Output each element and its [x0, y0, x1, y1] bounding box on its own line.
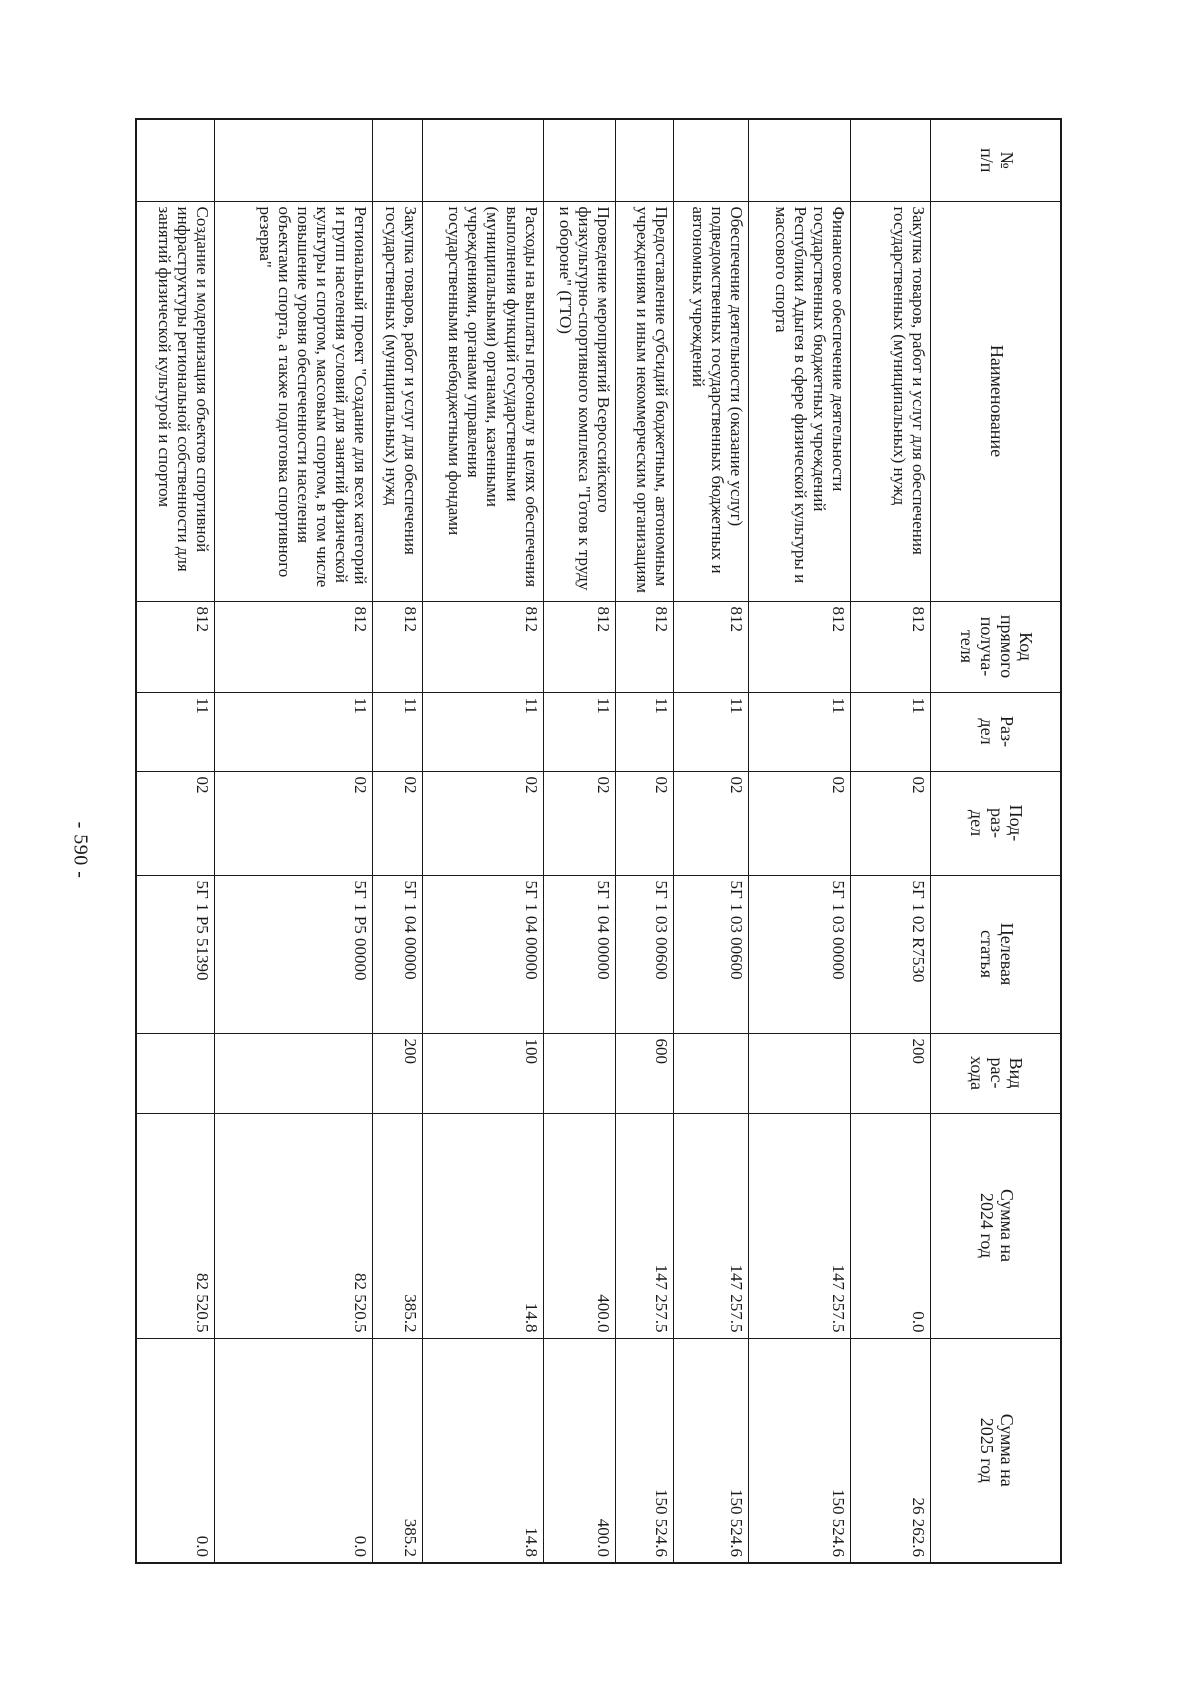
- row-sum-2025: 14.8: [423, 1338, 543, 1563]
- row-num: [136, 119, 214, 201]
- row-sum-2025: 150 524.6: [749, 1338, 851, 1563]
- header-cell-sum2024: Сумма на 2024 год: [931, 1113, 1061, 1338]
- row-num: [423, 119, 543, 201]
- header-cell-target: Целевая статья: [931, 875, 1061, 1033]
- row-code: 812: [615, 601, 673, 692]
- row-section: 11: [373, 692, 423, 771]
- budget-table: [135, 118, 1062, 1564]
- row-expense: [543, 1033, 615, 1113]
- row-sum-2024: 14.8: [423, 1113, 543, 1338]
- row-sum-2024: 82 520.5: [136, 1113, 214, 1338]
- header-cell-name: Наименование: [931, 201, 1061, 601]
- row-target: 5Г 1 02 R7530: [851, 875, 931, 1033]
- row-name: Проведение мероприятий Всероссийского физкультурно-спортивного комплекса "Готов к труду и обороне" (ГТО): [543, 201, 615, 601]
- row-sum-2024: 385.2: [373, 1113, 423, 1338]
- row-target: 5Г 1 03 00000: [749, 875, 851, 1033]
- row-target: 5Г 1 04 00000: [543, 875, 615, 1033]
- table-body: [136, 119, 931, 1563]
- row-section: 11: [543, 692, 615, 771]
- row-expense: [673, 1033, 748, 1113]
- table-row: [136, 119, 214, 1563]
- row-expense: 600: [615, 1033, 673, 1113]
- row-code: 812: [136, 601, 214, 692]
- row-name: Региональный проект "Создание для всех категорий и групп населения условий для занятий физической культуры и спортом, массовым спортом, в том числе повышение уровня обеспеченности населения объектами спорта, а также подготовка спортивного резерва": [214, 201, 372, 601]
- row-expense: [214, 1033, 372, 1113]
- header-row: [931, 119, 1061, 1563]
- table-row: [214, 119, 372, 1563]
- row-code: 812: [673, 601, 748, 692]
- row-target: 5Г 1 P5 00000: [214, 875, 372, 1033]
- row-sum-2024: 400.0: [543, 1113, 615, 1338]
- row-expense: 200: [851, 1033, 931, 1113]
- row-name: Финансовое обеспечение деятельности государственных бюджетных учреждений Республики Адыгея в сфере физической культуры и массового спорта: [749, 201, 851, 601]
- row-sum-2024: 147 257.5: [749, 1113, 851, 1338]
- row-section: 11: [136, 692, 214, 771]
- row-name: Создание и модернизация объектов спортивной инфраструктуры региональной собственности для занятий физической культурой и спортом: [136, 201, 214, 601]
- row-code: 812: [749, 601, 851, 692]
- row-target: 5Г 1 03 00600: [615, 875, 673, 1033]
- row-section: 11: [673, 692, 748, 771]
- row-section: 11: [214, 692, 372, 771]
- row-section: 11: [851, 692, 931, 771]
- row-name: Обеспечение деятельности (оказание услуг) подведомственных государственных бюджетных и автономных учреждений: [673, 201, 748, 601]
- row-sum-2025: 385.2: [373, 1338, 423, 1563]
- row-sum-2025: 26 262.6: [851, 1338, 931, 1563]
- row-num: [749, 119, 851, 201]
- row-section: 11: [615, 692, 673, 771]
- row-sum-2025: 150 524.6: [615, 1338, 673, 1563]
- row-num: [851, 119, 931, 201]
- table-row: [673, 119, 748, 1563]
- header-cell-num: № п/п: [931, 119, 1061, 201]
- page-number: - 590 -: [69, 821, 92, 879]
- table-row: [615, 119, 673, 1563]
- table-row: [749, 119, 851, 1563]
- row-target: 5Г 1 P5 51390: [136, 875, 214, 1033]
- row-section: 11: [423, 692, 543, 771]
- table-row: [373, 119, 423, 1563]
- row-name: Предоставление субсидий бюджетным, автономным учреждениям и иным некоммерческим организациям: [615, 201, 673, 601]
- row-sum-2025: 0.0: [136, 1338, 214, 1563]
- row-sum-2024: 147 257.5: [615, 1113, 673, 1338]
- row-expense: [749, 1033, 851, 1113]
- header-cell-code: Код прямого получа- теля: [931, 601, 1061, 692]
- row-sum-2025: 400.0: [543, 1338, 615, 1563]
- row-name: Расходы на выплаты персоналу в целях обеспечения выполнения функций государственными (муниципальными) органами, казенными учреждениями, органами управления государственными внебюджетными фондами: [423, 201, 543, 601]
- row-code: 812: [423, 601, 543, 692]
- header-cell-sum2025: Сумма на 2025 год: [931, 1338, 1061, 1563]
- row-code: 812: [373, 601, 423, 692]
- row-subsection: 02: [673, 771, 748, 875]
- row-subsection: 02: [749, 771, 851, 875]
- row-name: Закупка товаров, работ и услуг для обеспечения государственных (муниципальных) нужд: [373, 201, 423, 601]
- row-num: [543, 119, 615, 201]
- row-sum-2025: 0.0: [214, 1338, 372, 1563]
- row-target: 5Г 1 03 00600: [673, 875, 748, 1033]
- row-expense: [136, 1033, 214, 1113]
- row-subsection: 02: [423, 771, 543, 875]
- row-expense: 100: [423, 1033, 543, 1113]
- row-num: [673, 119, 748, 201]
- row-target: 5Г 1 04 00000: [373, 875, 423, 1033]
- row-section: 11: [749, 692, 851, 771]
- row-sum-2024: 147 257.5: [673, 1113, 748, 1338]
- row-target: 5Г 1 04 00000: [423, 875, 543, 1033]
- table-row: [543, 119, 615, 1563]
- row-subsection: 02: [851, 771, 931, 875]
- row-code: 812: [214, 601, 372, 692]
- row-sum-2024: 0.0: [851, 1113, 931, 1338]
- row-subsection: 02: [615, 771, 673, 875]
- table-row: [423, 119, 543, 1563]
- row-subsection: 02: [543, 771, 615, 875]
- row-subsection: 02: [136, 771, 214, 875]
- row-num: [373, 119, 423, 201]
- row-sum-2025: 150 524.6: [673, 1338, 748, 1563]
- row-code: 812: [543, 601, 615, 692]
- header-cell-expense: Вид рас- хода: [931, 1033, 1061, 1113]
- row-expense: 200: [373, 1033, 423, 1113]
- row-name: Закупка товаров, работ и услуг для обеспечения государственных (муниципальных) нужд: [851, 201, 931, 601]
- table-frame: [135, 118, 1062, 1562]
- header-cell-section: Раз- дел: [931, 692, 1061, 771]
- row-num: [615, 119, 673, 201]
- header-cell-subsection: Под- раз- дел: [931, 771, 1061, 875]
- row-sum-2024: 82 520.5: [214, 1113, 372, 1338]
- row-code: 812: [851, 601, 931, 692]
- table-row: [851, 119, 931, 1563]
- row-subsection: 02: [373, 771, 423, 875]
- row-num: [214, 119, 372, 201]
- row-subsection: 02: [214, 771, 372, 875]
